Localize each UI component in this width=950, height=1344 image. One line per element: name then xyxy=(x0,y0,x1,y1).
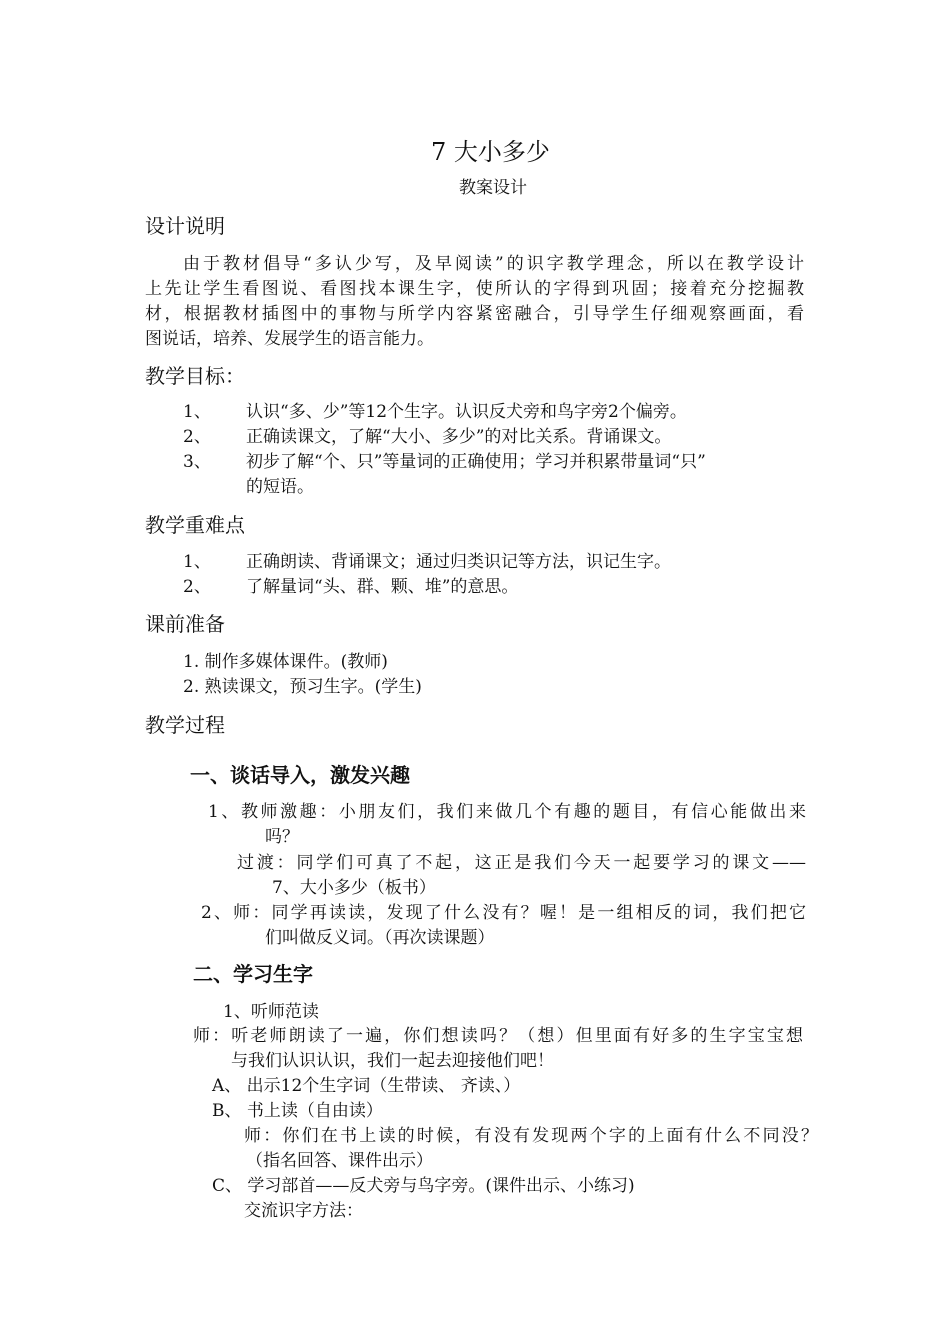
difficulty-number: 2、 xyxy=(183,577,211,597)
design-paragraph-line: 上先让学生看图说、看图找本课生字，使所认的字得到巩固；接着充分挖掘教 xyxy=(145,279,804,299)
section2-c-method: 交流识字方法： xyxy=(244,1201,363,1221)
section1-item2-cont: 们叫做反义词。（再次读课题） xyxy=(265,928,495,948)
section1-item2: 2、师：同学再读读，发现了什么没有？喔！是一组相反的词，我们把它 xyxy=(201,903,806,923)
section1-transition-cont: 7、大小多少（板书） xyxy=(272,878,436,898)
goal-number: 1、 xyxy=(183,402,211,422)
section2-item-a: A、 出示12个生字词（生带读、 齐读、） xyxy=(212,1076,521,1096)
difficulties-heading: 教学重难点 xyxy=(145,513,245,537)
section2-item-b: B、 书上读（自由读） xyxy=(212,1101,383,1121)
prep-item: 1. 制作多媒体课件。(教师) xyxy=(183,652,388,672)
section2-item-c: C、 学习部首——反犬旁与鸟字旁。(课件出示、小练习) xyxy=(212,1176,635,1196)
goals-heading: 教学目标： xyxy=(145,364,245,388)
prep-heading: 课前准备 xyxy=(145,612,225,636)
section2-teacher-cont: 与我们认识认识，我们一起去迎接他们吧！ xyxy=(231,1051,554,1071)
section2-b-teacher-cont: （指名回答、课件出示） xyxy=(246,1151,433,1171)
section1-heading: 一、谈话导入，激发兴趣 xyxy=(190,763,410,787)
section2-b-teacher: 师：你们在书上读的时候，有没有发现两个字的上面有什么不同没？ xyxy=(244,1126,818,1146)
section2-heading: 二、学习生字 xyxy=(193,962,313,986)
goal-number: 3、 xyxy=(183,452,211,472)
difficulty-text: 了解量词“头、群、颗、堆”的意思。 xyxy=(246,577,519,597)
goal-text: 正确读课文，了解“大小、多少”的对比关系。背诵课文。 xyxy=(246,427,672,447)
process-heading: 教学过程 xyxy=(145,713,225,737)
design-paragraph-line: 由于教材倡导“多认少写，及早阅读”的识字教学理念，所以在教学设计 xyxy=(183,254,804,274)
section1-transition: 过渡：同学们可真了不起，这正是我们今天一起要学习的课文—— xyxy=(237,853,806,873)
design-paragraph-line: 材，根据教材插图中的事物与所学内容紧密融合，引导学生仔细观察画面，看 xyxy=(145,304,804,324)
goal-text: 认识“多、少”等12个生字。认识反犬旁和鸟字旁2个偏旁。 xyxy=(246,402,687,422)
design-heading: 设计说明 xyxy=(145,214,225,238)
section1-item1-cont: 吗？ xyxy=(265,827,299,847)
section2-listen: 1、听师范读 xyxy=(223,1002,319,1022)
section2-teacher: 师：听老师朗读了一遍，你们想读吗？（想）但里面有好多的生字宝宝想 xyxy=(193,1026,803,1046)
goal-number: 2、 xyxy=(183,427,211,447)
goal-text-continuation: 的短语。 xyxy=(246,477,314,497)
section1-item1: 1、教师激趣：小朋友们，我们来做几个有趣的题目，有信心能做出来 xyxy=(208,802,806,822)
page-title: 7 大小多少 xyxy=(431,138,550,166)
difficulty-number: 1、 xyxy=(183,552,211,572)
prep-item: 2. 熟读课文，预习生字。(学生) xyxy=(183,677,422,697)
design-paragraph-line: 图说话，培养、发展学生的语言能力。 xyxy=(145,329,434,349)
page-subtitle: 教案设计 xyxy=(459,178,527,198)
difficulty-text: 正确朗读、背诵课文；通过归类识记等方法，识记生字。 xyxy=(246,552,671,572)
goal-text: 初步了解“个、只”等量词的正确使用；学习并积累带量词“只” xyxy=(246,452,706,472)
